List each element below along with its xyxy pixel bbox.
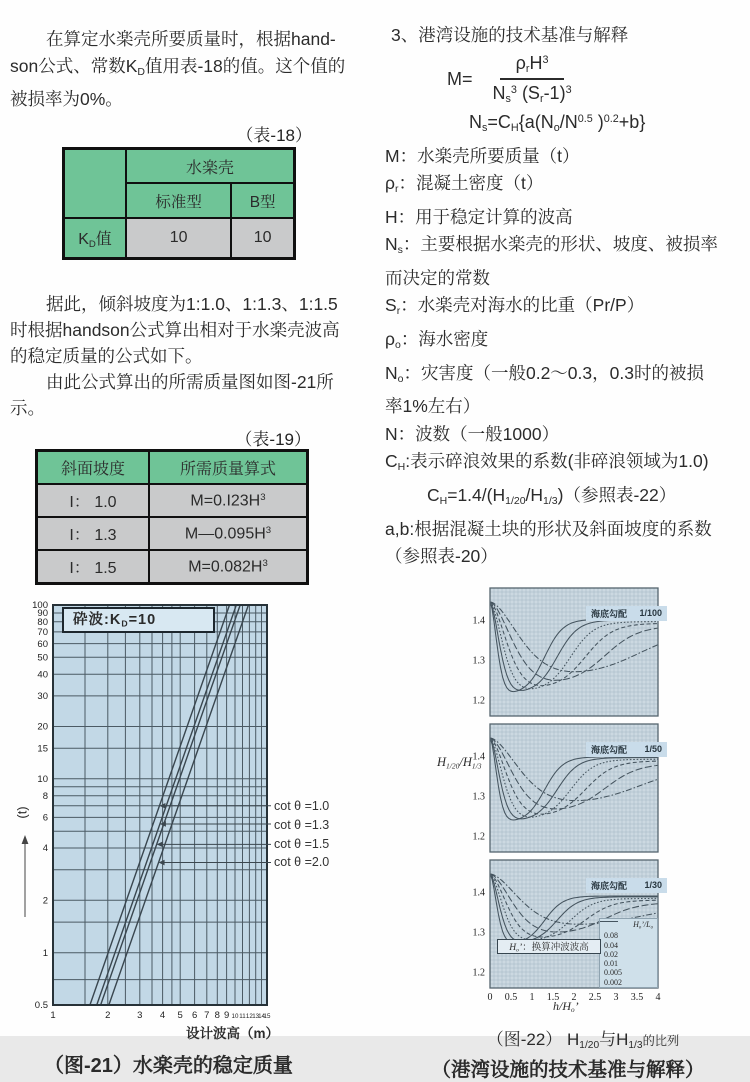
y-tick-label: 1.3 [472,655,485,667]
definition-item-n: N：波数（一般1000） [385,423,560,444]
formula-fraction [493,53,572,105]
legend-entry-0.04 [600,940,657,949]
figure-21-caption: （图-21）水楽壳的稳定质量 [44,1055,293,1078]
y-tick-label: 1.4 [472,615,485,627]
definition-item-ns: $N_s$：主要根据水楽壳的形状、坡度、被损率 而决定的常数 [385,234,718,288]
figure-21-series-label-cot-1.0: cot θ =1.0 [274,799,330,814]
table-19 [35,449,309,585]
x-tick-label: 15 [263,1013,271,1021]
table-18-col-b-type: B型 [231,183,294,218]
y-tick-label: 50 [37,652,48,664]
y-tick-label: 100 [32,600,48,612]
legend-value: 0.02 [604,949,618,959]
table-18-group-header: 水楽壳 [126,149,295,184]
figure-22-caption: （图-22） $H_{1/20}$与$H_{1/3}$的比列 [486,1029,680,1051]
figure-22-legend [599,918,658,988]
y-tick-label: 1 [42,948,48,960]
y-tick-label: 40 [37,669,48,681]
figure-21-title-box: 砕波$:K_D=10$ [62,607,215,633]
paragraph-2-line-3: 的稳定质量的公式如下。 [10,346,203,367]
legend-title: $H_o’/L_o$ [633,919,653,931]
y-tick-label: 30 [37,691,48,703]
definition-item-ab: a,b:根据混凝土块的形状及斜面坡度的系数 （参照表-20） [385,518,712,567]
table-19-formula-2: $M—0.095H^3$ [149,517,308,550]
figure-22-x-axis-label: $h/H_o$’ [553,998,579,1014]
y-tick-label: 1.2 [472,695,485,707]
table-18-caption: （表-18） [236,126,312,146]
definition-list [385,143,745,571]
x-tick-label: 9 [223,1010,230,1022]
figure-22-subcaption: （港湾设施的技术基准与解释） [431,1058,705,1081]
legend-entry-0.005 [600,968,657,977]
table-18-value-standard: 10 [126,218,231,259]
definition-item-rho-o: $\rho_o$：海水密度 [385,329,489,352]
x-tick-label: 3 [137,1010,143,1022]
x-tick-label: 2.5 [588,991,602,1003]
x-tick-label: 0.5 [504,991,518,1003]
legend-line-sample-icon [600,919,618,924]
paragraph-1-line-3: 被损率为0%。 [10,89,123,110]
legend-entry-0.08 [600,931,657,940]
x-tick-label: 4 [655,991,661,1003]
table-18-wrap [62,126,312,260]
y-tick-label: 1.4 [472,751,485,763]
y-axis-arrow-head-icon [22,835,29,844]
figure-21-series-label-cot-2.0: cot θ =2.0 [274,855,330,870]
y-tick-label: 90 [37,608,48,620]
x-tick-label: 14 [258,1013,265,1021]
definition-item-no: $N_o$：灾害度（一般0.2～0.3，0.3时的被损 率1%左右） [385,362,704,417]
x-tick-label: 7 [204,1010,210,1022]
y-tick-label: 1.4 [472,887,485,899]
table-19-header-formula: 所需质量算式 [149,451,308,485]
x-tick-label: 1 [50,1010,56,1022]
y-tick-label: 4 [42,843,48,855]
y-tick-label: 2 [42,895,48,907]
x-tick-label: 1 [529,991,535,1003]
paragraph-2-line-2: 时根据handson公式算出相对于水楽壳波高 [10,320,340,341]
x-tick-label: 5 [177,1010,183,1022]
paragraph-1-line-1: 在算定水楽壳所要质量时，根据hand- [46,29,336,49]
definition-item-sr: $S_r$：水楽壳对海水的比重（Pr/P） [385,295,645,318]
figure-21-x-axis-label: 设计波高（m） [186,1026,280,1042]
x-tick-label: 2 [571,991,577,1003]
y-tick-label: 8 [42,791,48,803]
paragraph-1-line-2: son公式、常数$K_D$值用表-18的值。这个值的 [10,56,346,79]
table-18-row-label-kd: $K_D$值 [64,218,127,259]
definition-item-h: H：用于稳定计算的波高 [385,206,573,227]
legend-entry-0.02 [600,950,657,959]
figure-22-note-box: $H_o$’：换算冲波波高 [497,939,601,954]
figure-22-panel-label-1-100: 海底勾配 1/100 [586,606,667,621]
table-row [37,550,308,584]
y-tick-label: 1.3 [472,927,485,939]
figure-21-series-label-cot-1.5: cot θ =1.5 [274,837,330,852]
y-tick-label: 10 [37,774,48,786]
paragraph-3-line-2: 示。 [10,398,45,419]
figure-22-panel-label-1-50: 海底勾配 1/50 [586,742,667,757]
figure-22 [437,583,670,1015]
figure-21 [10,599,370,1041]
section-heading: 3、港湾设施的技术基准与解释 [391,25,629,45]
paragraph-3-line-1: 由此公式算出的所需质量图如图-21所 [46,372,334,393]
x-tick-label: 0 [487,991,493,1003]
table-19-wrap [35,430,311,585]
table-18-col-standard: 标准型 [126,183,231,218]
legend-value: 0.04 [604,940,618,950]
x-tick-label: 8 [214,1010,220,1022]
x-tick-label: 3.5 [630,991,644,1003]
definition-item-m: M：水楽壳所要质量（t） [385,145,580,166]
x-tick-label: 3 [613,991,619,1003]
hudson-formula [447,53,745,105]
x-tick-label: 10 [231,1013,239,1021]
y-tick-label: 20 [37,721,48,733]
y-tick-label: 60 [37,638,48,650]
right-column [385,14,745,1082]
formula-denominator: $N_s^3$ $(S_r-1)^3$ [492,83,572,106]
x-tick-label: 11 [239,1013,246,1021]
ns-formula: $N_s=C_H\{a(N_o/N^{0.5}$ )$^{0.2}$+b} [469,112,646,135]
table-19-header-slope: 斜面坡度 [37,451,150,485]
y-tick-label: 70 [37,627,48,639]
table-row [37,484,308,517]
paragraph-3 [10,369,376,421]
table-18-corner-cell [64,149,127,219]
paragraph-2-line-1: 据此，倾斜坡度为1:1.0、1:1.3、1:1.5 [46,294,338,315]
figure-21-y-axis-label: (t) [14,806,30,819]
table-19-slope-1: I： 1.0 [37,484,150,517]
table-18-value-b-type: 10 [231,218,294,259]
y-tick-label: 1.2 [472,831,485,843]
legend-value: 0.002 [604,977,622,987]
formula-numerator: $\rho_rH^3$ [500,53,565,80]
y-tick-label: 0.5 [34,1000,48,1012]
y-tick-label: 1.3 [472,791,485,803]
x-tick-label: 13 [252,1013,260,1021]
legend-value: 0.08 [604,931,618,941]
table-19-caption: （表-19） [235,430,311,450]
table-19-formula-1: $M=0.I23H^3$ [149,484,308,517]
left-column [10,18,376,1078]
table-row [37,517,308,550]
x-tick-label: 12 [245,1013,253,1021]
table-18 [62,147,296,260]
y-tick-label: 1.2 [472,967,485,979]
legend-entry-0.01 [600,959,657,968]
legend-rows [600,931,657,987]
x-tick-label: 2 [105,1010,111,1022]
table-19-slope-2: I： 1.3 [37,517,150,550]
paragraph-2 [10,291,376,369]
legend-value: 0.01 [604,959,618,969]
figure-22-panel-label-1-30: 海底勾配 1/30 [586,878,667,893]
x-tick-label: 6 [191,1010,198,1022]
y-tick-label: 6 [42,812,48,824]
definition-item-rho-r: $\rho_r$：混凝土密度（t） [385,173,544,196]
x-tick-label: 1.5 [546,991,560,1003]
table-19-formula-3: $M=0.082H^3$ [149,550,308,584]
definition-item-ch: $C_H$:表示碎浪效果的系数(非碎浪领域为1.0) [385,451,709,474]
legend-value: 0.005 [604,968,622,978]
table-19-slope-3: I： 1.5 [37,550,150,584]
y-tick-label: 80 [37,617,48,629]
legend-entry-0.002 [600,978,657,987]
y-tick-label: 15 [37,743,48,755]
figure-22-y-axis-label: $H_{1/20}/H_{1/3}$ [437,754,482,770]
definition-item-ch-formula: $C_H=1.4/(H_{1/20}/H_{1/3})$（参照表-22） [427,485,677,508]
paragraph-1 [10,18,376,113]
formula-lhs: M= [447,68,473,89]
x-tick-label: 4 [159,1010,166,1022]
figure-21-series-label-cot-1.3: cot θ =1.3 [274,818,330,833]
